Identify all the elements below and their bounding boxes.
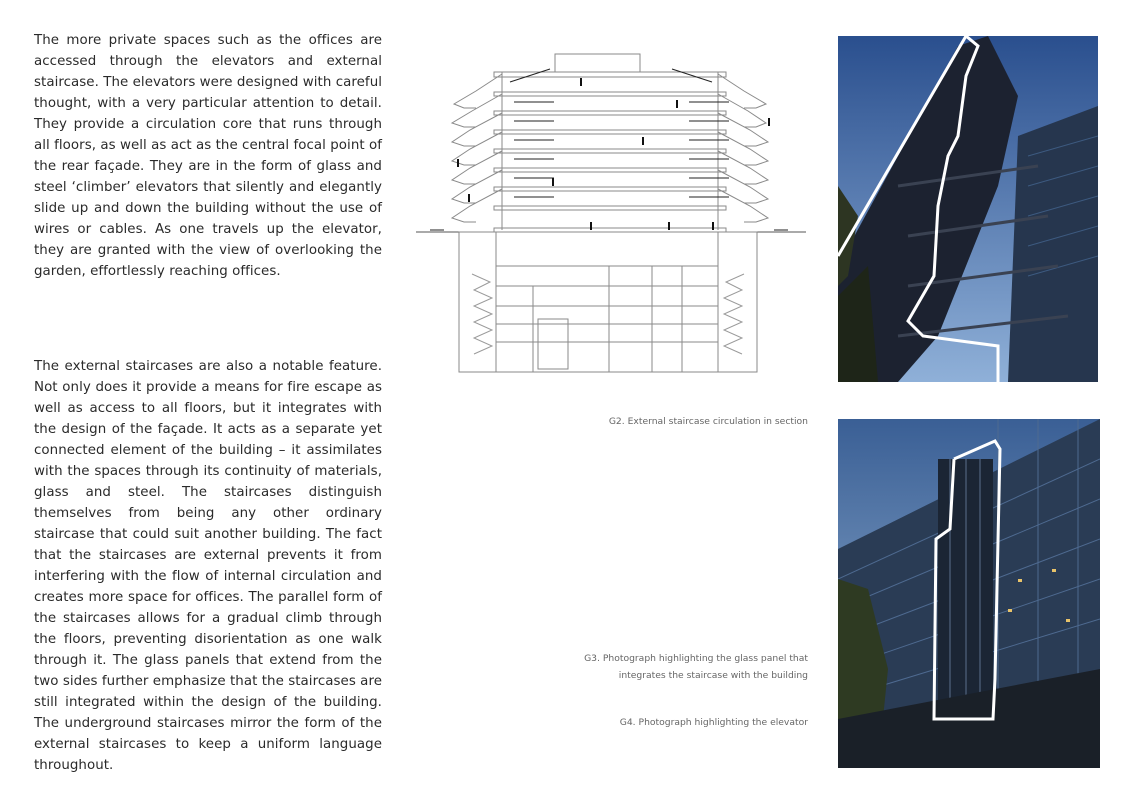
staircase-photo	[838, 36, 1098, 382]
caption-g3	[584, 650, 808, 684]
caption-g3-line1: G3. Photograph highlighting the glass panel that	[584, 653, 808, 664]
section-drawing	[414, 34, 810, 379]
body-paragraph-staircases: The external staircases are also a notable feature. Not only does it provide a means for fire escape as well as access to all floors, but it integrates with the design of the façade. It acts as a separate yet connected element of the building – it assimilates with the spaces through its continuity of materials, glass and steel. The staircases distinguish themselves from being any other ordinary staircase that could suit another building. The fact that the staircases are external prevents it from interfering with the flow of internal circulation and creates more space for offices. The parallel form of the staircases allows for a gradual climb through the floors, preventing disorientation as one walk through it. The glass panels that extend from the two sides further emphasize that the staircases are still integrated within the design of the building. The underground staircases mirror the form of the external staircases to keep a uniform language throughout.	[34, 359, 382, 773]
caption-g4: G4. Photograph highlighting the elevator	[619, 717, 808, 728]
caption-g2: G2. External staircase circulation in section	[608, 416, 808, 427]
caption-g3-line2: integrates the staircase with the building	[618, 670, 808, 681]
floor-slabs	[494, 72, 726, 232]
roof-box	[555, 54, 640, 72]
basement-levels	[459, 232, 757, 372]
elevator-photo	[838, 419, 1100, 768]
body-paragraph-elevators: The more private spaces such as the offices are accessed through the elevators and external staircase. The elevators were designed with careful thought, with a very particular attention to detail. They provide a circulation core that runs through all floors, as well as act as the central focal point of the rear façade. They are in the form of glass and steel ‘climber’ elevators that silently and elegantly slide up and down the building without the use of wires or cables. As one travels up the elevator, they are granted with the view of overlooking the garden, effortlessly reaching offices.	[34, 33, 382, 279]
